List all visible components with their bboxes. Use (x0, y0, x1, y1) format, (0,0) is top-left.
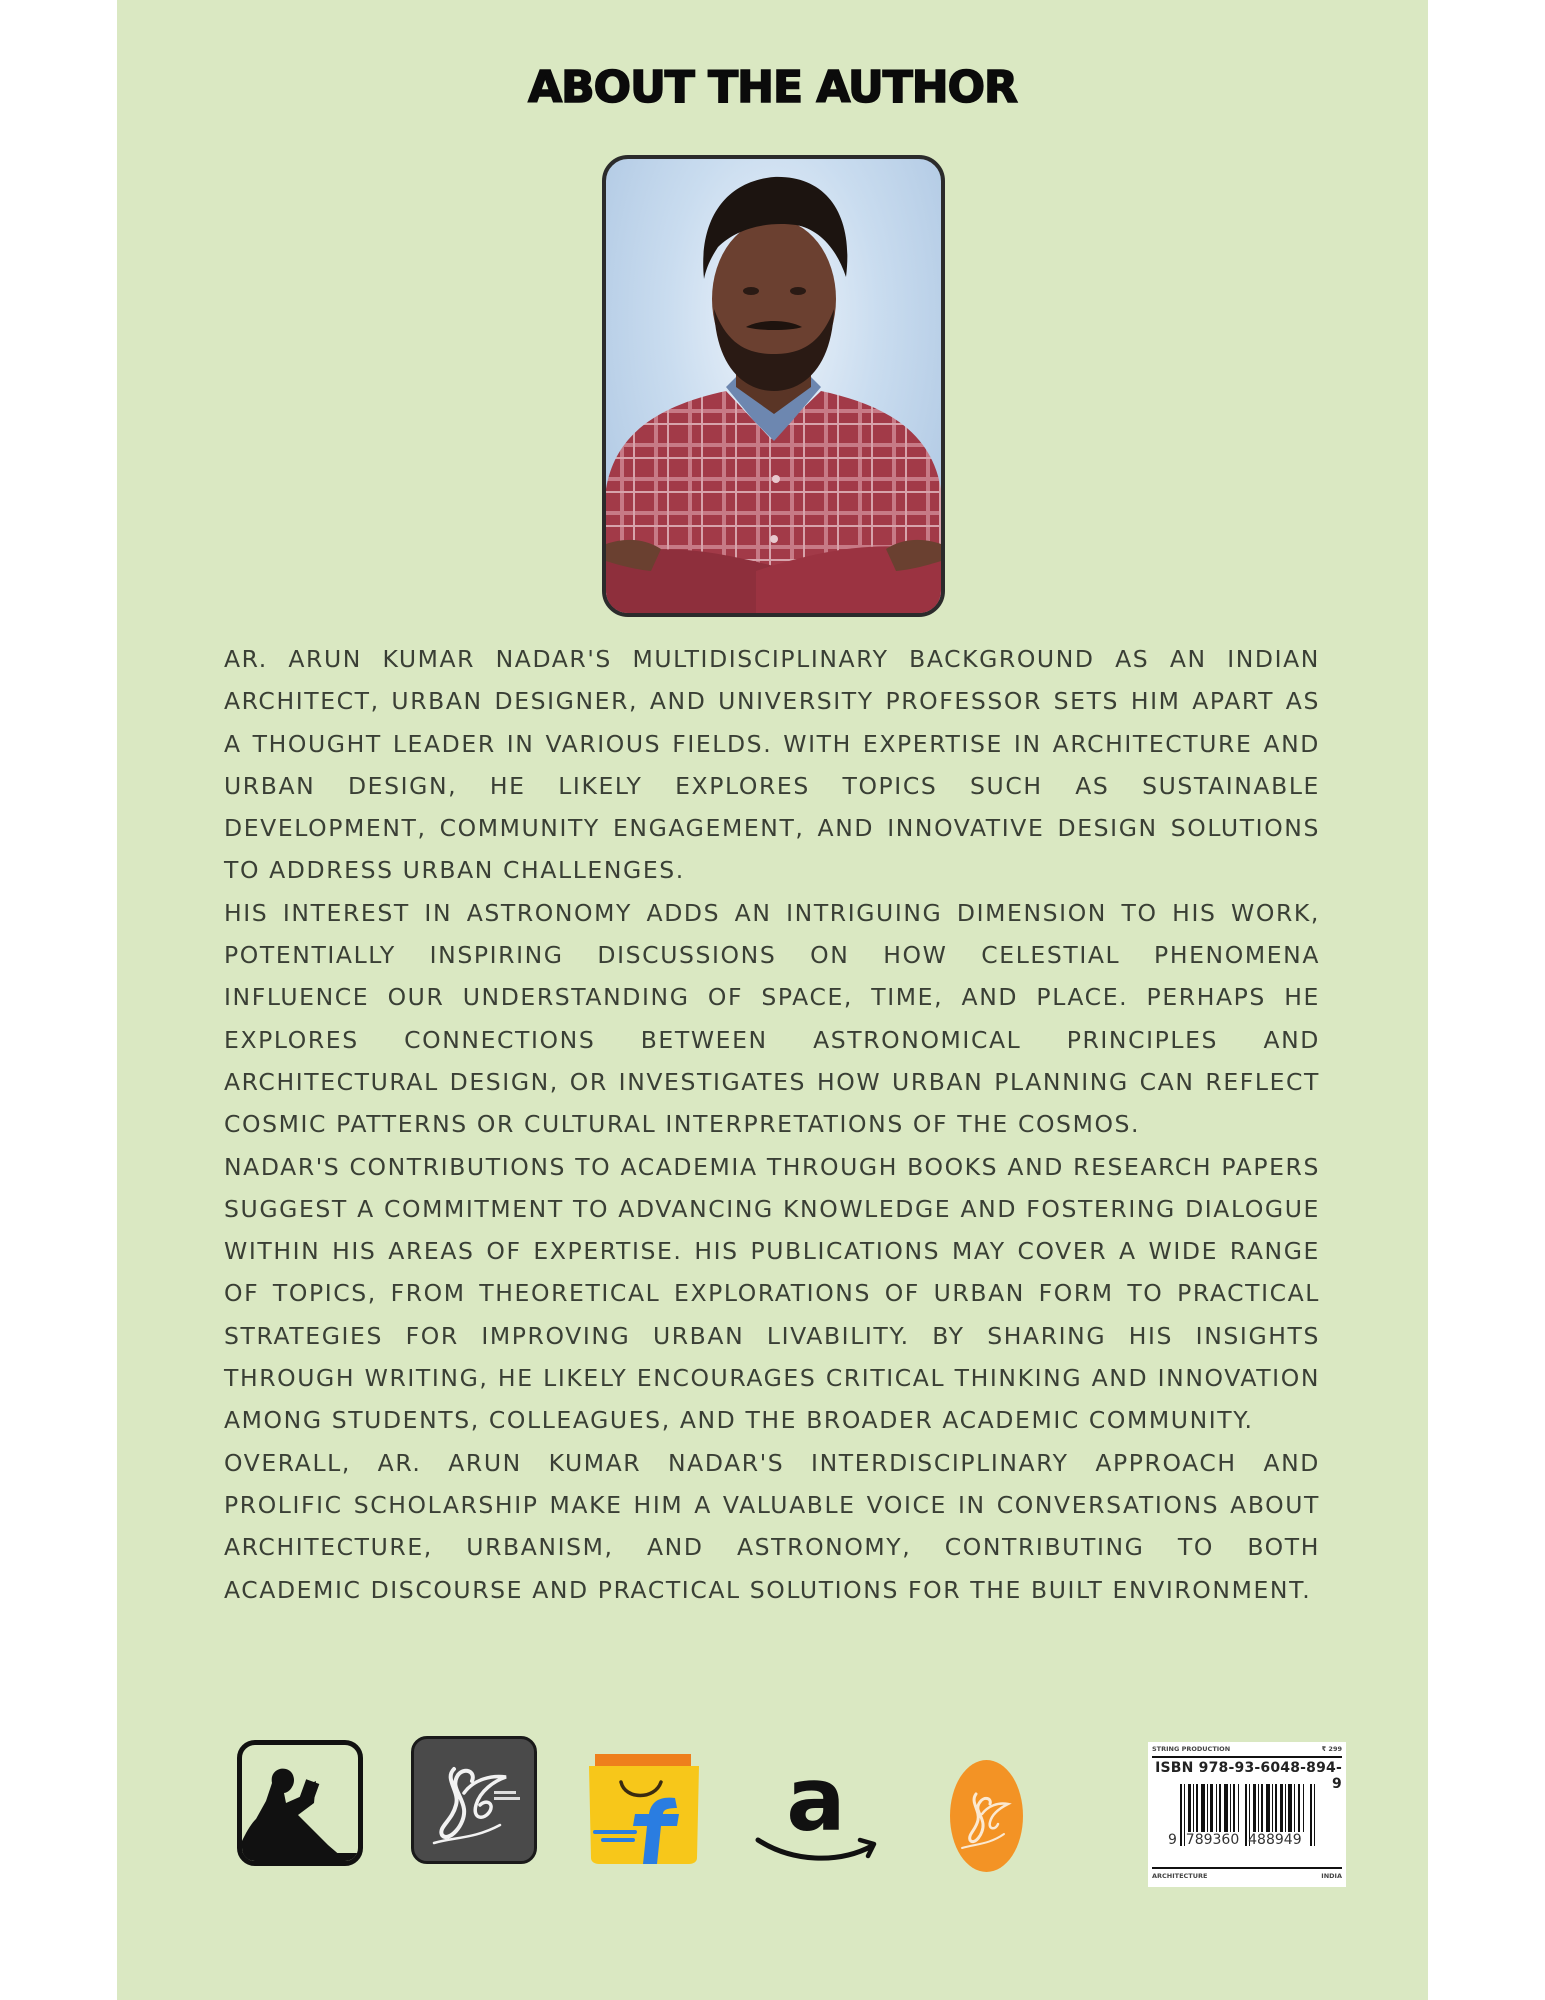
isbn-bottom-row (1152, 1872, 1342, 1880)
string-production-orange-logo[interactable] (950, 1760, 1023, 1872)
string-production-dark-logo[interactable] (411, 1736, 537, 1864)
amazon-smile-icon[interactable] (752, 1758, 880, 1870)
bio-paragraph-2: HIS INTEREST IN ASTRONOMY ADDS AN INTRIGUING DIMENSION TO HIS WORK, POTENTIALLY INSPIRING DISCUSSIONS ON HOW CELESTIAL PHENOMENA INFLUENCE OUR UNDERSTANDING OF SPACE, TIME, AND PLACE. PERHAPS HE EXPLORES CONNECTIONS BETWEEN ASTRONOMICAL PRINCIPLES AND ARCHITECTURAL DESIGN, OR INVESTIGATES HOW URBAN PLANNING CAN REFLECT COSMIC PATTERNS OR CULTURAL INTERPRETATIONS OF THE COSMOS. (224, 898, 1320, 1139)
svg-text:a: a (786, 1758, 846, 1851)
kindle-reader-icon[interactable] (237, 1740, 363, 1866)
bio-paragraph-1: AR. ARUN KUMAR NADAR'S MULTIDISCIPLINARY BACKGROUND AS AN INDIAN ARCHITECT, URBAN DESIGNER, AND UNIVERSITY PROFESSOR SETS HIM APART AS A THOUGHT LEADER IN VARIOUS FIELDS. WITH EXPERTISE IN ARCHITECTURE AND URBAN DESIGN, HE LIKELY EXPLORES TOPICS SUCH AS SUSTAINABLE DEVELOPMENT, COMMUNITY ENGAGEMENT, AND INNOVATIVE DESIGN SOLUTIONS TO ADDRESS URBAN CHALLENGES. (224, 645, 1320, 885)
divider (1152, 1756, 1342, 1758)
category-label: ARCHITECTURE (1152, 1872, 1208, 1880)
bio-paragraph-3: NADAR'S CONTRIBUTIONS TO ACADEMIA THROUGH BOOKS AND RESEARCH PAPERS SUGGEST A COMMITMENT TO ADVANCING KNOWLEDGE AND FOSTERING DIALOGUE WITHIN HIS AREAS OF EXPERTISE. HIS PUBLICATIONS MAY COVER A WIDE RANGE OF TOPICS, FROM THEORETICAL EXPLORATIONS OF URBAN FORM TO PRACTICAL STRATEGIES FOR IMPROVING URBAN LIVABILITY. BY SHARING HIS INSIGHTS THROUGH WRITING, HE LIKELY ENCOURAGES CRITICAL THINKING AND INNOVATION AMONG STUDENTS, COLLEAGUES, AND THE BROADER ACADEMIC COMMUNITY. (224, 1152, 1320, 1435)
isbn-barcode-box (1148, 1742, 1346, 1887)
author-bio (224, 638, 1320, 1611)
divider (1152, 1867, 1342, 1869)
author-photo (602, 155, 945, 617)
country-label: INDIA (1321, 1872, 1342, 1880)
isbn-top-row (1152, 1745, 1342, 1755)
publisher-name: STRING PRODUCTION (1152, 1745, 1231, 1753)
bio-paragraph-4: OVERALL, AR. ARUN KUMAR NADAR'S INTERDISCIPLINARY APPROACH AND PROLIFIC SCHOLARSHIP MAKE HIM A VALUABLE VOICE IN CONVERSATIONS ABOUT ARCHITECTURE, URBANISM, AND ASTRONOMY, CONTRIBUTING TO BOTH ACADEMIC DISCOURSE AND PRACTICAL SOLUTIONS FOR THE BUILT ENVIRONMENT. (224, 1448, 1320, 1604)
barcode-digits: 9 789360 488949 (1168, 1832, 1302, 1848)
page-title: ABOUT THE AUTHOR (528, 62, 1017, 113)
flipkart-bag-icon[interactable] (585, 1748, 703, 1866)
price-label: ₹ 299 (1321, 1745, 1342, 1753)
isbn-number: ISBN 978-93-6048-894-9 (1155, 1760, 1342, 1792)
author-portrait-image (606, 159, 941, 613)
